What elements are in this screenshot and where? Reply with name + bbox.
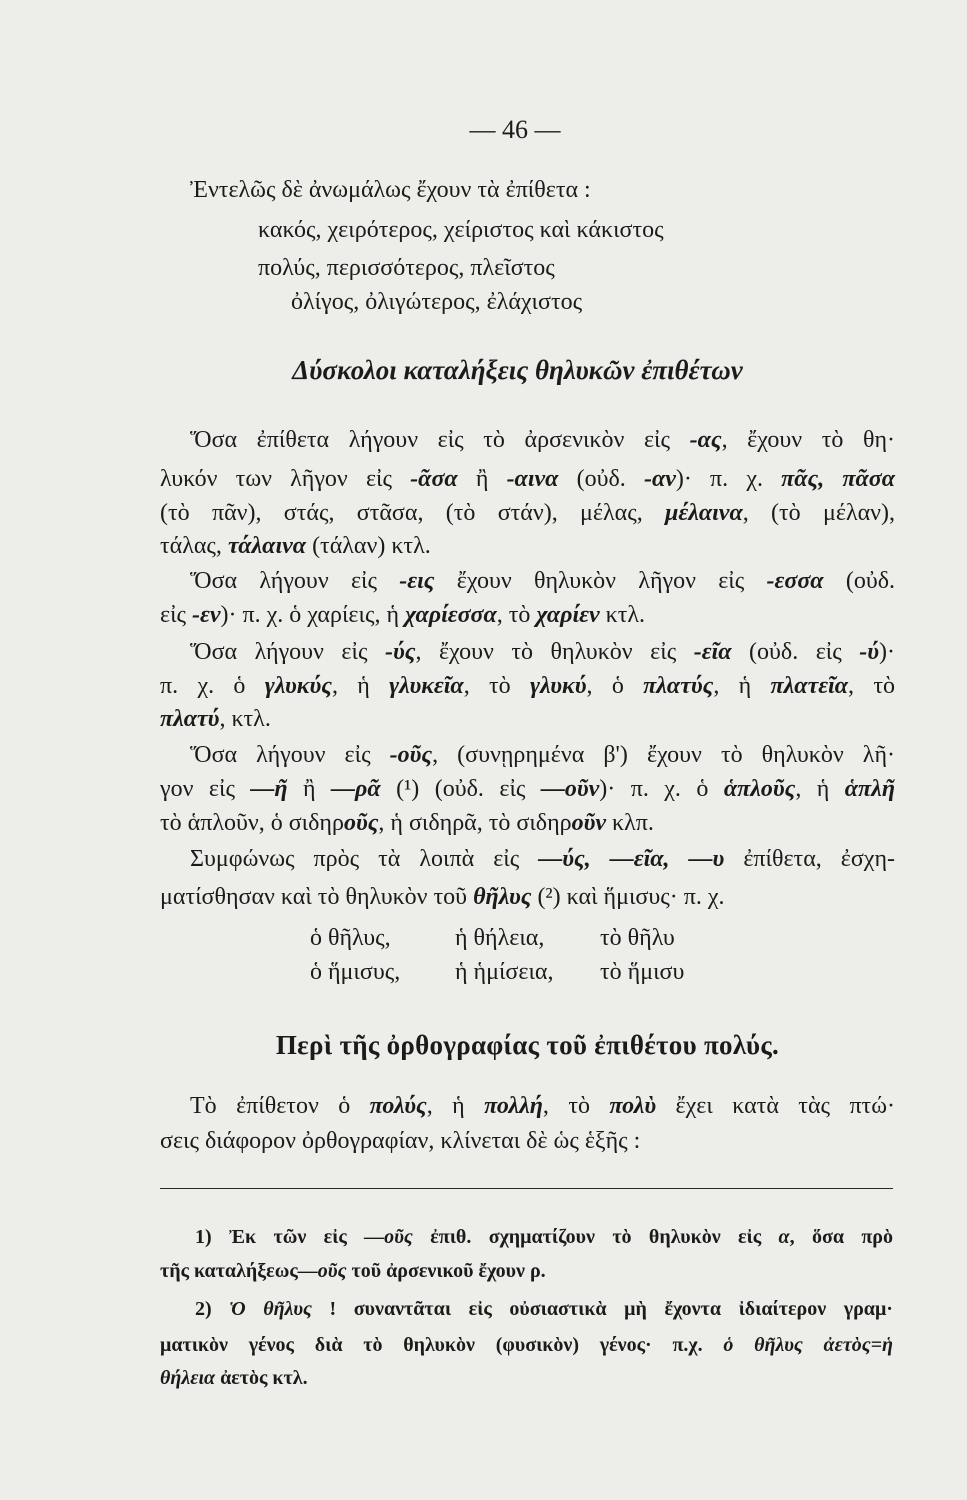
text-run: γον εἰς (160, 776, 251, 802)
text-run: , τὸ (848, 673, 895, 699)
page-number: — 46 — (469, 115, 561, 144)
text-run: 1) Ἐκ τῶν εἰς (195, 1226, 365, 1248)
emphasis-run: -εῖα (693, 639, 732, 665)
text-run: , ἡ σιδηρᾶ, τὸ σιδηρ (378, 810, 572, 836)
text-line (160, 670, 895, 702)
text-line (160, 497, 895, 529)
text-run: , κτλ. (219, 706, 271, 732)
emphasis-run: γλυκύ (530, 673, 587, 699)
declension-cell: ἡ ἡμίσεια, (455, 959, 554, 985)
text-run: , (συνῃρημένα β') ἔχουν τὸ θηλυκὸν λῆ· (432, 742, 895, 768)
emphasis-run: ἁπλῆ (844, 776, 895, 802)
emphasis-run: θῆλυς (473, 884, 532, 910)
text-run: ματίσθησαν καὶ τὸ θηλυκὸν τοῦ (160, 884, 474, 910)
text-line (160, 843, 895, 875)
text-run: Ὅσα λήγουν εἰς (190, 742, 390, 768)
emphasis-run: ἁπλοῦς (723, 776, 796, 802)
text-line (160, 463, 895, 495)
emphasis-run: οῦν (571, 810, 607, 836)
text-run: , ὅσα πρὸ (789, 1226, 894, 1248)
text-run: τάλας, (160, 533, 228, 559)
emphasis-run: χαρίεν (536, 602, 600, 628)
emphasis-run: θήλεια (160, 1367, 216, 1389)
emphasis-run: -οῦς (389, 742, 433, 768)
text-run: ! συναντᾶται εἰς οὐσιαστικὰ μὴ ἔχοντα ἰδιαίτερον γραμ· (311, 1298, 893, 1320)
emphasis-run: —ρᾶ (331, 776, 381, 802)
text-line (160, 424, 895, 456)
text-run: )· π. χ. (675, 466, 782, 492)
text-run: ἔχει κατὰ τὰς πτώ· (656, 1093, 895, 1119)
text-run: )· π. χ. ὁ (599, 776, 724, 802)
text-run: τοῦ ἀρσενικοῦ ἔχουν ρ. (346, 1260, 546, 1282)
declension-cell: ἡ θήλεια, (455, 925, 545, 951)
text-run: ἔχουν θηλυκὸν λῆγον εἰς (434, 568, 767, 594)
text-run: , τὸ (496, 602, 537, 628)
footnote-line (160, 1295, 893, 1323)
section-heading: Δύσκολοι καταλήξεις θηλυκῶν ἐπιθέτων (292, 355, 743, 385)
text-run: π. χ. ὁ (160, 673, 265, 699)
declension-cell: τὸ ἥμισυ (600, 959, 685, 985)
text-line (160, 739, 895, 771)
text-line (160, 1125, 895, 1157)
text-run: , (τὸ μέλαν), (742, 500, 896, 526)
emphasis-run: χαρίεσσα (405, 602, 497, 628)
list-item: κακός, χειρότερος, χείριστος καὶ κάκιστος (258, 217, 664, 243)
text-run: )· π. χ. ὁ χαρίεις, ἡ (220, 602, 406, 628)
emphasis-run: —οῦν (540, 776, 600, 802)
intro-line: Ἐντελῶς δὲ ἀνωμάλως ἔχουν τὰ ἐπίθετα : (190, 177, 591, 203)
emphasis-run: πολλή (484, 1093, 543, 1119)
emphasis-run: α (778, 1226, 790, 1248)
text-run: ἢ (457, 466, 507, 492)
emphasis-run: πλατεῖα (770, 673, 849, 699)
text-run: , ἡ (795, 776, 845, 802)
footnote-line (160, 1364, 893, 1392)
text-run: Ὅσα λήγουν εἰς (190, 568, 400, 594)
text-run: Ὅσα ἐπίθετα λήγουν εἰς τὸ ἀρσενικὸν εἰς (190, 427, 690, 453)
declension-cell: ὁ θῆλυς, (310, 925, 391, 951)
text-run: εἰς (160, 602, 193, 628)
emphasis-run: -αινα (506, 466, 559, 492)
text-run: 2) (195, 1298, 230, 1320)
text-line (160, 703, 895, 735)
text-run: (²) καὶ ἥμισυς· π. χ. (531, 884, 725, 910)
emphasis-run: πλατύ (160, 706, 220, 732)
text-run: τῆς καταλήξεως (160, 1260, 298, 1282)
text-run: ματικὸν γένος διὰ τὸ θηλυκὸν (φυσικὸν) γένος· π.χ. (160, 1334, 724, 1356)
emphasis-run: —ύς, —εῖα, —υ (538, 846, 725, 872)
text-run: κλπ. (606, 810, 654, 836)
list-item: πολύς, περισσότερος, πλεῖστος (258, 255, 555, 281)
footnote-line (160, 1257, 893, 1285)
emphasis-run: -αν (643, 466, 676, 492)
text-run: ἢ (287, 776, 332, 802)
text-run: (τάλαν) κτλ. (306, 533, 431, 559)
text-run: Ὅσα λήγουν εἰς (190, 639, 385, 665)
footnote-line (160, 1223, 893, 1251)
text-run: (οὐδ. (558, 466, 644, 492)
list-item: ὀλίγος, ὀλιγώτερος, ἐλάχιστος (291, 289, 583, 315)
text-run: (οὐδ. (823, 568, 896, 594)
text-run: , ὁ (586, 673, 644, 699)
emphasis-run: —ῆ (250, 776, 288, 802)
text-run: Τὸ ἐπίθετον ὁ (190, 1093, 370, 1119)
text-line (160, 881, 895, 913)
text-run: (¹) (οὐδ. εἰς (380, 776, 541, 802)
text-run: κτλ. (599, 602, 646, 628)
emphasis-run: οῦς (343, 810, 379, 836)
emphasis-run: ὁ θῆλυς ἀετὸς=ἡ (723, 1334, 893, 1356)
declension-cell: τὸ θῆλυ (600, 925, 675, 951)
footnote-line (160, 1331, 893, 1359)
emphasis-run: γλυκύς (264, 673, 332, 699)
emphasis-run: γλυκεῖα (389, 673, 464, 699)
text-line (160, 599, 895, 631)
emphasis-run: τάλαινα (227, 533, 307, 559)
text-run: Συμφώνως πρὸς τὰ λοιπὰ εἰς (190, 846, 539, 872)
declension-cell: ὁ ἥμισυς, (310, 959, 401, 985)
text-run: (οὐδ. εἰς (731, 639, 860, 665)
emphasis-run: πλατύς (643, 673, 714, 699)
emphasis-run: Ὁ θῆλυς (229, 1298, 312, 1320)
text-run: (τὸ πᾶν), στάς, στᾶσα, (τὸ στάν), μέλας, (160, 500, 666, 526)
section-heading: Περὶ τῆς ὀρθογραφίας τοῦ ἐπιθέτου πολύς. (275, 1030, 780, 1060)
emphasis-run: -ας (689, 427, 722, 453)
text-run: , ἔχουν τὸ θηλυκὸν εἰς (415, 639, 694, 665)
footnote-rule (160, 1188, 893, 1189)
emphasis-run: -ᾶσα (410, 466, 458, 492)
emphasis-run: -εις (399, 568, 435, 594)
text-line (160, 807, 895, 839)
text-line (160, 1090, 895, 1122)
text-run: , ἡ (713, 673, 771, 699)
text-run: ἐπίθετα, ἐσχη- (724, 846, 896, 872)
text-line (160, 636, 895, 668)
text-run: , τὸ (542, 1093, 610, 1119)
text-line (160, 565, 895, 597)
text-line (160, 773, 895, 805)
emphasis-run: -εν (192, 602, 221, 628)
text-run: , ἔχουν τὸ θη· (721, 427, 895, 453)
emphasis-run: πᾶς, πᾶσα (781, 466, 895, 492)
emphasis-run: —οῦς (364, 1226, 413, 1248)
emphasis-run: -ύς (384, 639, 416, 665)
text-run: )· (879, 639, 895, 665)
text-run: σεις διάφορον ὀρθογραφίαν, κλίνεται δὲ ὡς ἑξῆς : (160, 1128, 641, 1154)
text-run: ἐπιθ. σχηματίζουν τὸ θηλυκὸν εἰς (412, 1226, 779, 1248)
emphasis-run: μέλαινα (665, 500, 743, 526)
text-run: ἀετὸς κτλ. (215, 1367, 308, 1389)
text-run: , τὸ (463, 673, 531, 699)
emphasis-run: πολὺ (609, 1093, 657, 1119)
emphasis-run: -ύ (859, 639, 880, 665)
text-line (160, 530, 895, 562)
text-run: λυκόν των λῆγον εἰς (160, 466, 411, 492)
text-run: , ἡ (331, 673, 390, 699)
text-run: , ἡ (426, 1093, 485, 1119)
emphasis-run: πολύς (369, 1093, 427, 1119)
emphasis-run: -εσσα (766, 568, 824, 594)
text-run: τὸ ἁπλοῦν, ὁ σιδηρ (160, 810, 344, 836)
emphasis-run: —οῦς (297, 1260, 347, 1282)
